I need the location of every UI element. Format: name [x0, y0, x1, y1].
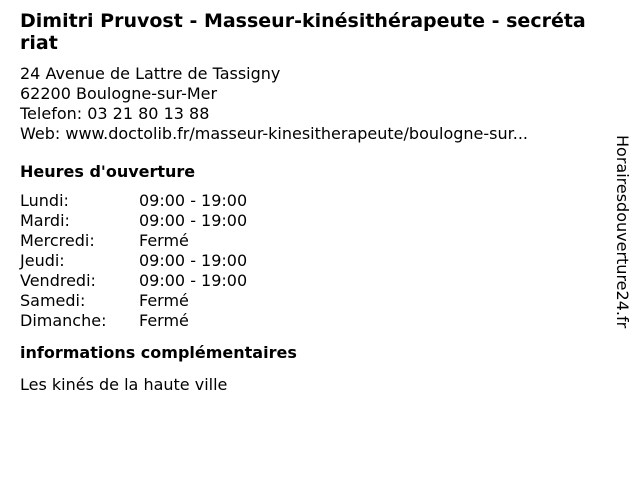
- hours-row-friday: [20, 271, 610, 291]
- page-title: Dimitri Pruvost - Masseur-kinésithérapeute - secrétariat: [20, 10, 586, 54]
- day-hours: Fermé: [139, 311, 189, 330]
- hours-row-wednesday: [20, 231, 610, 251]
- day-hours: 09:00 - 19:00: [139, 271, 248, 290]
- hours-row-tuesday: [20, 211, 610, 231]
- street-address: 24 Avenue de Lattre de Tassigny: [20, 64, 281, 83]
- day-label: Jeudi:: [20, 251, 65, 270]
- city-address: 62200 Boulogne-sur-Mer: [20, 84, 218, 103]
- day-label: Lundi:: [20, 191, 69, 210]
- additional-info-text: Les kinés de la haute ville: [20, 375, 228, 394]
- day-label: Samedi:: [20, 291, 86, 310]
- hours-row-thursday: [20, 251, 610, 271]
- day-label: Mercredi:: [20, 231, 95, 250]
- hours-row-sunday: [20, 311, 610, 331]
- address-block: [20, 64, 610, 144]
- day-hours: Fermé: [139, 291, 189, 310]
- phone-number: Telefon: 03 21 80 13 88: [20, 104, 210, 123]
- day-hours: 09:00 - 19:00: [139, 251, 248, 270]
- additional-info-heading: informations complémentaires: [20, 343, 297, 362]
- opening-hours-heading: Heures d'ouverture: [20, 162, 196, 181]
- day-hours: 09:00 - 19:00: [139, 191, 248, 210]
- day-hours: 09:00 - 19:00: [139, 211, 248, 230]
- day-label: Dimanche:: [20, 311, 107, 330]
- site-watermark: Horairesdouverture24.fr: [613, 135, 632, 329]
- day-label: Mardi:: [20, 211, 70, 230]
- website-link: Web: www.doctolib.fr/masseur-kinesitherapeute/boulogne-sur...: [20, 124, 528, 143]
- business-card: [20, 10, 610, 395]
- day-hours: Fermé: [139, 231, 189, 250]
- hours-row-saturday: [20, 291, 610, 311]
- day-label: Vendredi:: [20, 271, 96, 290]
- opening-hours-table: [20, 191, 610, 331]
- hours-row-monday: [20, 191, 610, 211]
